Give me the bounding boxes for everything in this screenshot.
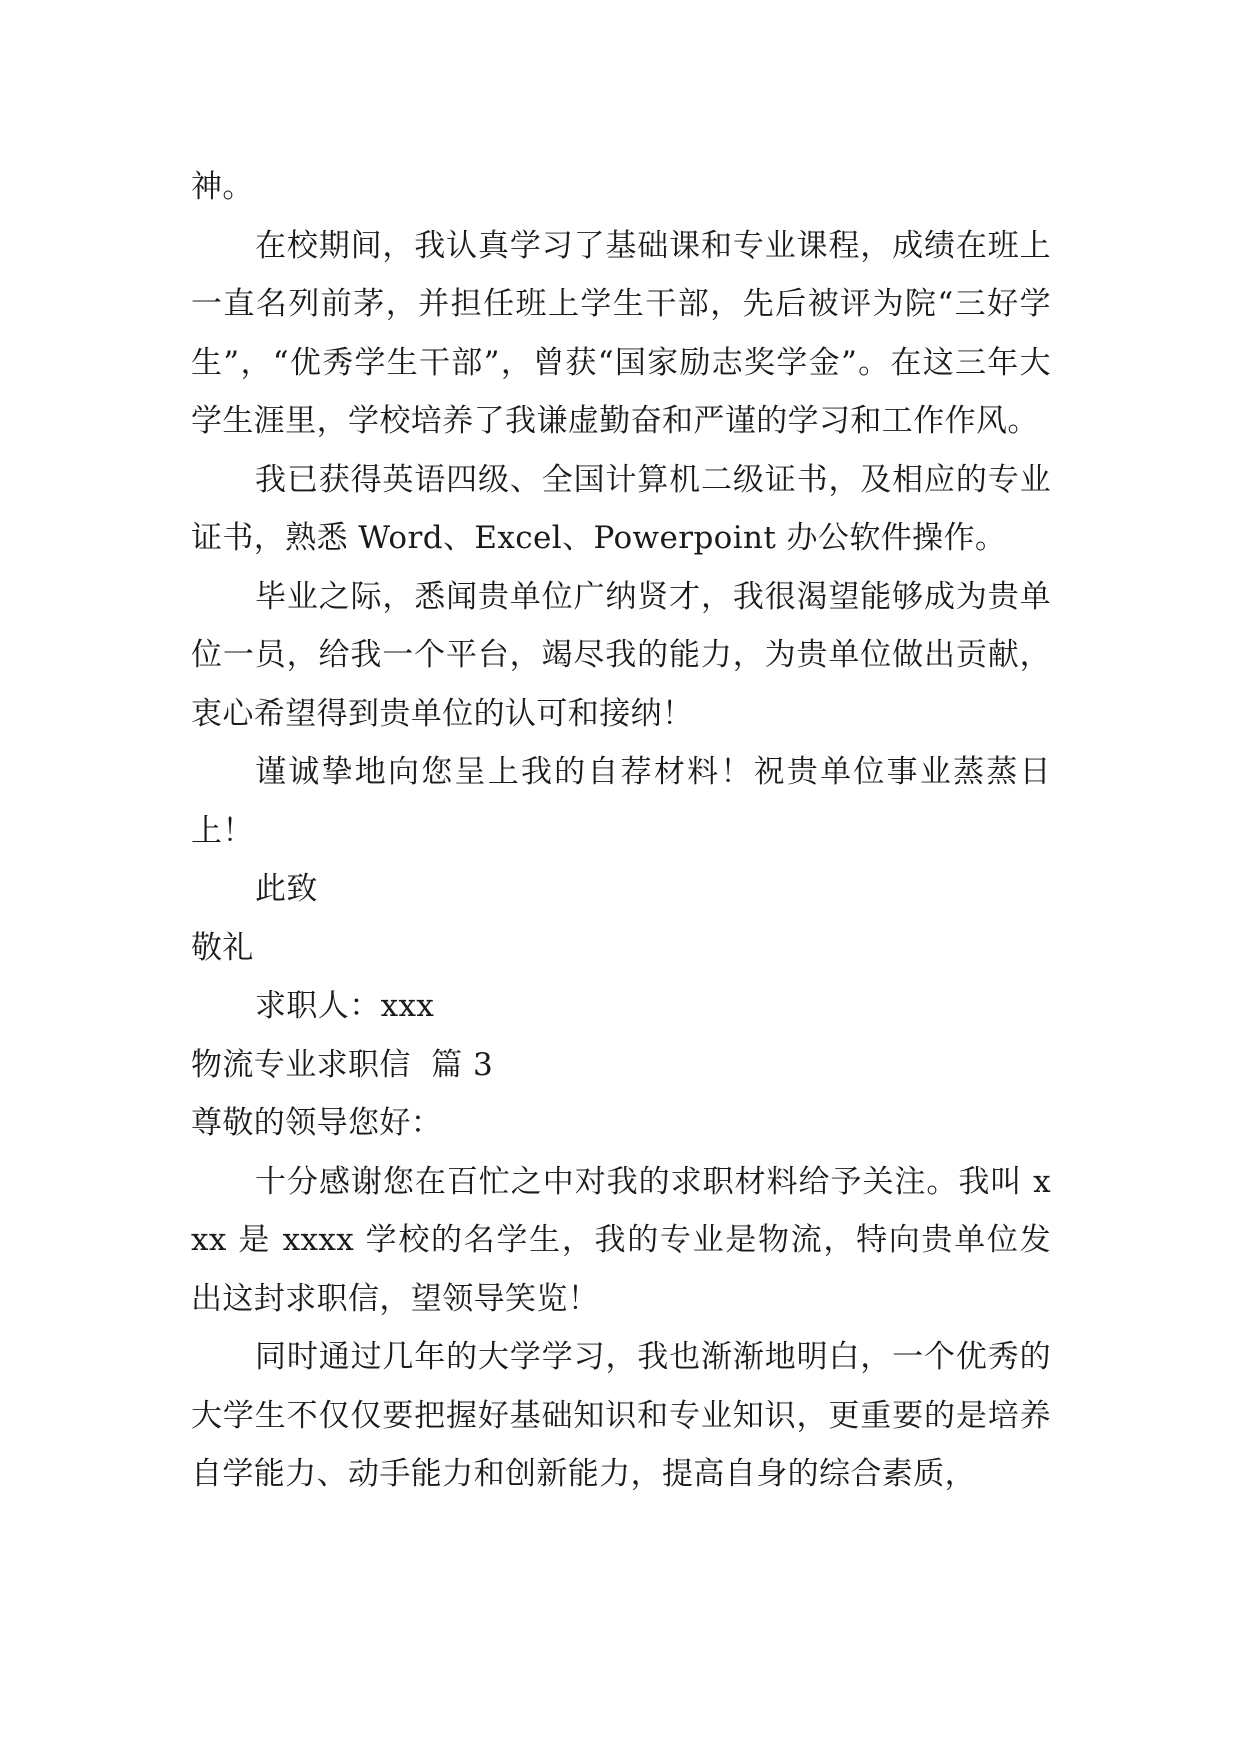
- letter-body: [191, 158, 1051, 1504]
- section-heading: 物流专业求职信 篇 3: [191, 1046, 494, 1083]
- letter-salutation: 尊敬的领导您好：: [191, 1105, 443, 1141]
- paragraph-continuation: 神。: [191, 169, 254, 205]
- paragraph-wishes: 谨诚挚地向您呈上我的自荐材料！祝贵单位事业蒸蒸日上！: [191, 754, 1051, 849]
- closing-cizhi: 此致: [255, 871, 318, 907]
- paragraph-study: 同时通过几年的大学学习，我也渐渐地明白，一个优秀的大学生不仅仅要把握好基础知识和专业知识，更重要的是培养自学能力、动手能力和创新能力，提高自身的综合素质，: [191, 1339, 1051, 1492]
- signature-applicant: 求职人：xxx: [255, 988, 435, 1024]
- paragraph-graduation: 毕业之际，悉闻贵单位广纳贤才，我很渴望能够成为贵单位一员，给我一个平台，竭尽我的能力，为贵单位做出贡献，衷心希望得到贵单位的认可和接纳！: [191, 578, 1051, 732]
- closing-jingli: 敬礼: [191, 929, 254, 966]
- paragraph-thanks: 十分感谢您在百忙之中对我的求职材料给予关注。我叫 xxx 是 xxxx 学校的名学生，我的专业是物流，特向贵单位发出这封求职信，望领导笑览！: [191, 1163, 1051, 1317]
- paragraph-certificates: 我已获得英语四级、全国计算机二级证书，及相应的专业证书，熟悉 Word、Excel、Powerpoint 办公软件操作。: [191, 461, 1051, 556]
- paragraph-school-record: 在校期间，我认真学习了基础课和专业课程，成绩在班上一直名列前茅，并担任班上学生干部，先后被评为院“三好学生”，“优秀学生干部”，曾获“国家励志奖学金”。在这三年大学生涯里，学校培养了我谦虚勤奋和严谨的学习和工作作风。: [191, 227, 1051, 439]
